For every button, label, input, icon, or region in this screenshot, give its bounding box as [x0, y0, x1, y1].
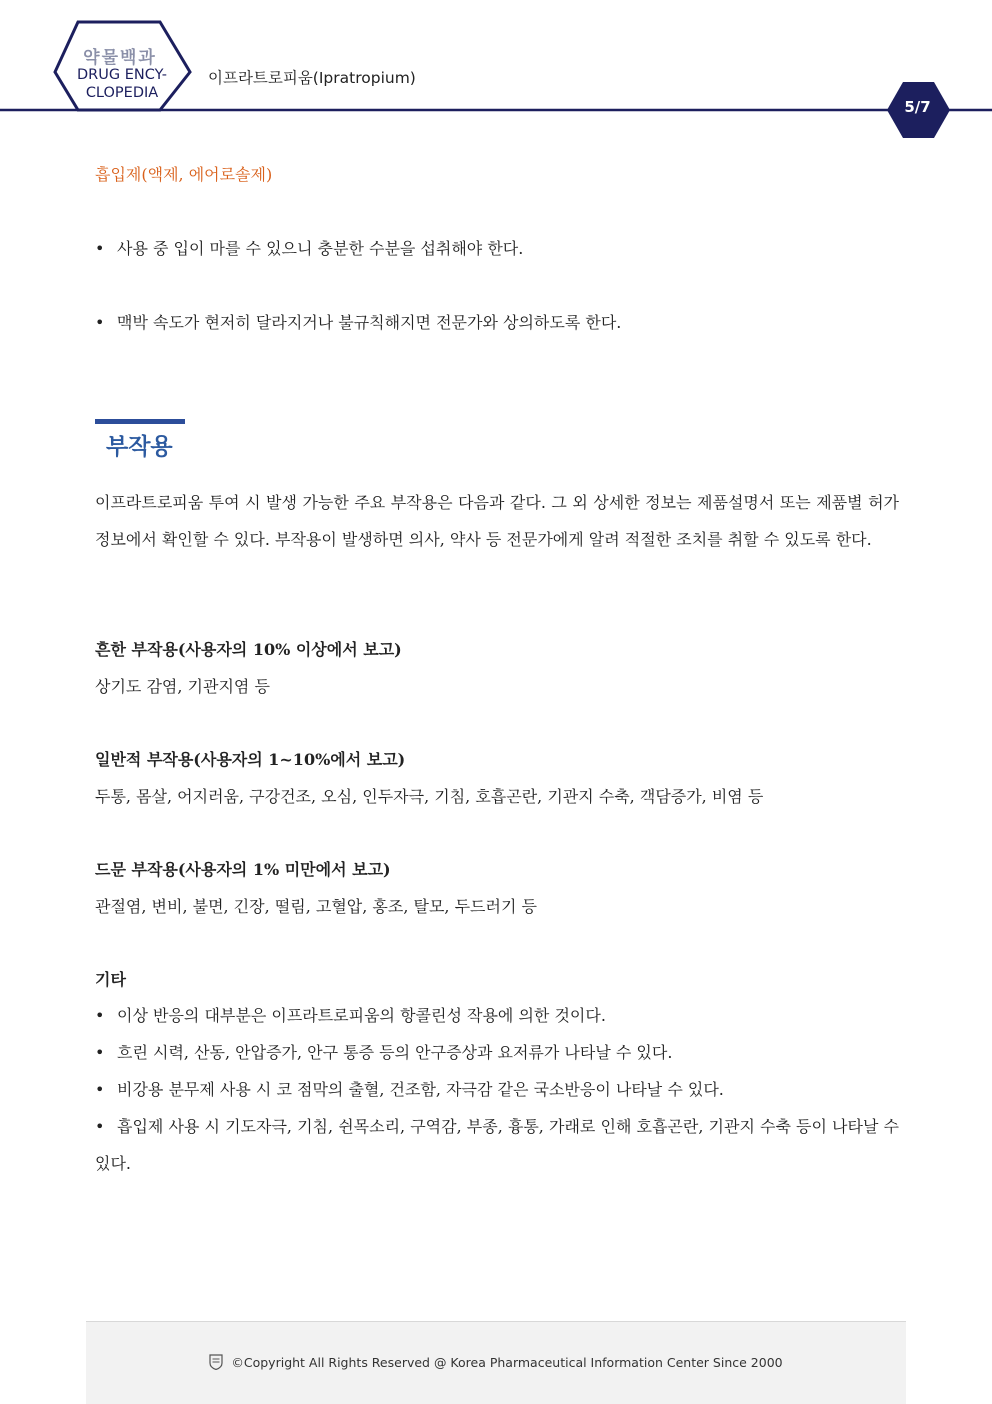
etc-item-text: 비강용 분무제 사용 시 코 점막의 출혈, 건조함, 자극감 같은 국소반응이 나타날 수 있다. [117, 1080, 724, 1099]
logo-english-line2: CLOPEDIA [85, 85, 159, 101]
side-effects-intro: 이프라트로피움 투여 시 발생 가능한 주요 부작용은 다음과 같다. 그 외 상세한 정보는 제품설명서 또는 제품별 허가정보에서 확인할 수 있다. 부작용이 발생하면 의사, 약사 등 전문가에게 알려 적절한 조치를 취할 수 있도록 한다. [95, 493, 899, 549]
etc-item [95, 1108, 899, 1182]
etc-list [95, 997, 899, 1182]
common-side-effects-list: 상기도 감염, 기관지염 등 [95, 677, 270, 696]
etc-item-text: 흡입제 사용 시 기도자극, 기침, 쉰목소리, 구역감, 부종, 흉통, 가래로 인해 호흡곤란, 기관지 수축 등이 나타날 수 있다. [95, 1117, 899, 1173]
etc-item [95, 1071, 899, 1108]
etc-heading: 기타 [95, 970, 126, 989]
section-title-side-effects: 부작용 [106, 434, 173, 460]
bullet-dot: • [95, 239, 105, 258]
inhalant-bullet-text: 사용 중 입이 마를 수 있으니 충분한 수분을 섭취해야 한다. [117, 239, 524, 258]
etc-item-text: 흐린 시력, 산동, 안압증가, 안구 통증 등의 안구증상과 요저류가 나타날 수 있다. [117, 1043, 673, 1062]
etc-item [95, 997, 899, 1034]
footer-copyright-text: ©Copyright All Rights Reserved @ Korea Pharmaceutical Information Center Since 2000 [231, 1355, 783, 1370]
logo-korean: 약물백과 [83, 48, 157, 68]
footer [86, 1321, 906, 1404]
general-side-effects-heading: 일반적 부작용(사용자의 1~10%에서 보고) [95, 750, 406, 769]
etc-item-text: 이상 반응의 대부분은 이프라트로피움의 항콜린성 작용에 의한 것이다. [117, 1006, 606, 1025]
inhalant-heading: 흡입제(액제, 에어로솔제) [95, 165, 273, 184]
bullet-dot: • [95, 1006, 105, 1025]
footer-copyright-row [86, 1354, 906, 1373]
etc-item [95, 1034, 899, 1071]
inhalant-bullet-text: 맥박 속도가 현저히 달라지거나 불규칙해지면 전문가와 상의하도록 한다. [117, 313, 622, 332]
kpic-emblem-icon [209, 1354, 223, 1373]
rare-side-effects-heading: 드문 부작용(사용자의 1% 미만에서 보고) [95, 860, 391, 879]
bullet-dot: • [95, 1043, 105, 1062]
general-side-effects-list: 두통, 몸살, 어지러움, 구강건조, 오심, 인두자극, 기침, 호흡곤란, 기관지 수축, 객담증가, 비염 등 [95, 787, 764, 806]
bullet-dot: • [95, 313, 105, 332]
logo-english [62, 66, 182, 102]
inhalant-bullet [95, 236, 523, 259]
logo-english-line1: DRUG ENCY- [77, 67, 167, 83]
rare-side-effects-list: 관절염, 변비, 불면, 긴장, 떨림, 고혈압, 홍조, 탈모, 두드러기 등 [95, 897, 537, 916]
inhalant-bullet [95, 310, 621, 333]
document-title: 이프라트로피움(Ipratropium) [208, 69, 416, 87]
page-number: 5/7 [904, 98, 931, 116]
bullet-dot: • [95, 1117, 105, 1136]
bullet-dot: • [95, 1080, 105, 1099]
section-accent-bar [95, 419, 185, 424]
common-side-effects-heading: 흔한 부작용(사용자의 10% 이상에서 보고) [95, 640, 402, 659]
